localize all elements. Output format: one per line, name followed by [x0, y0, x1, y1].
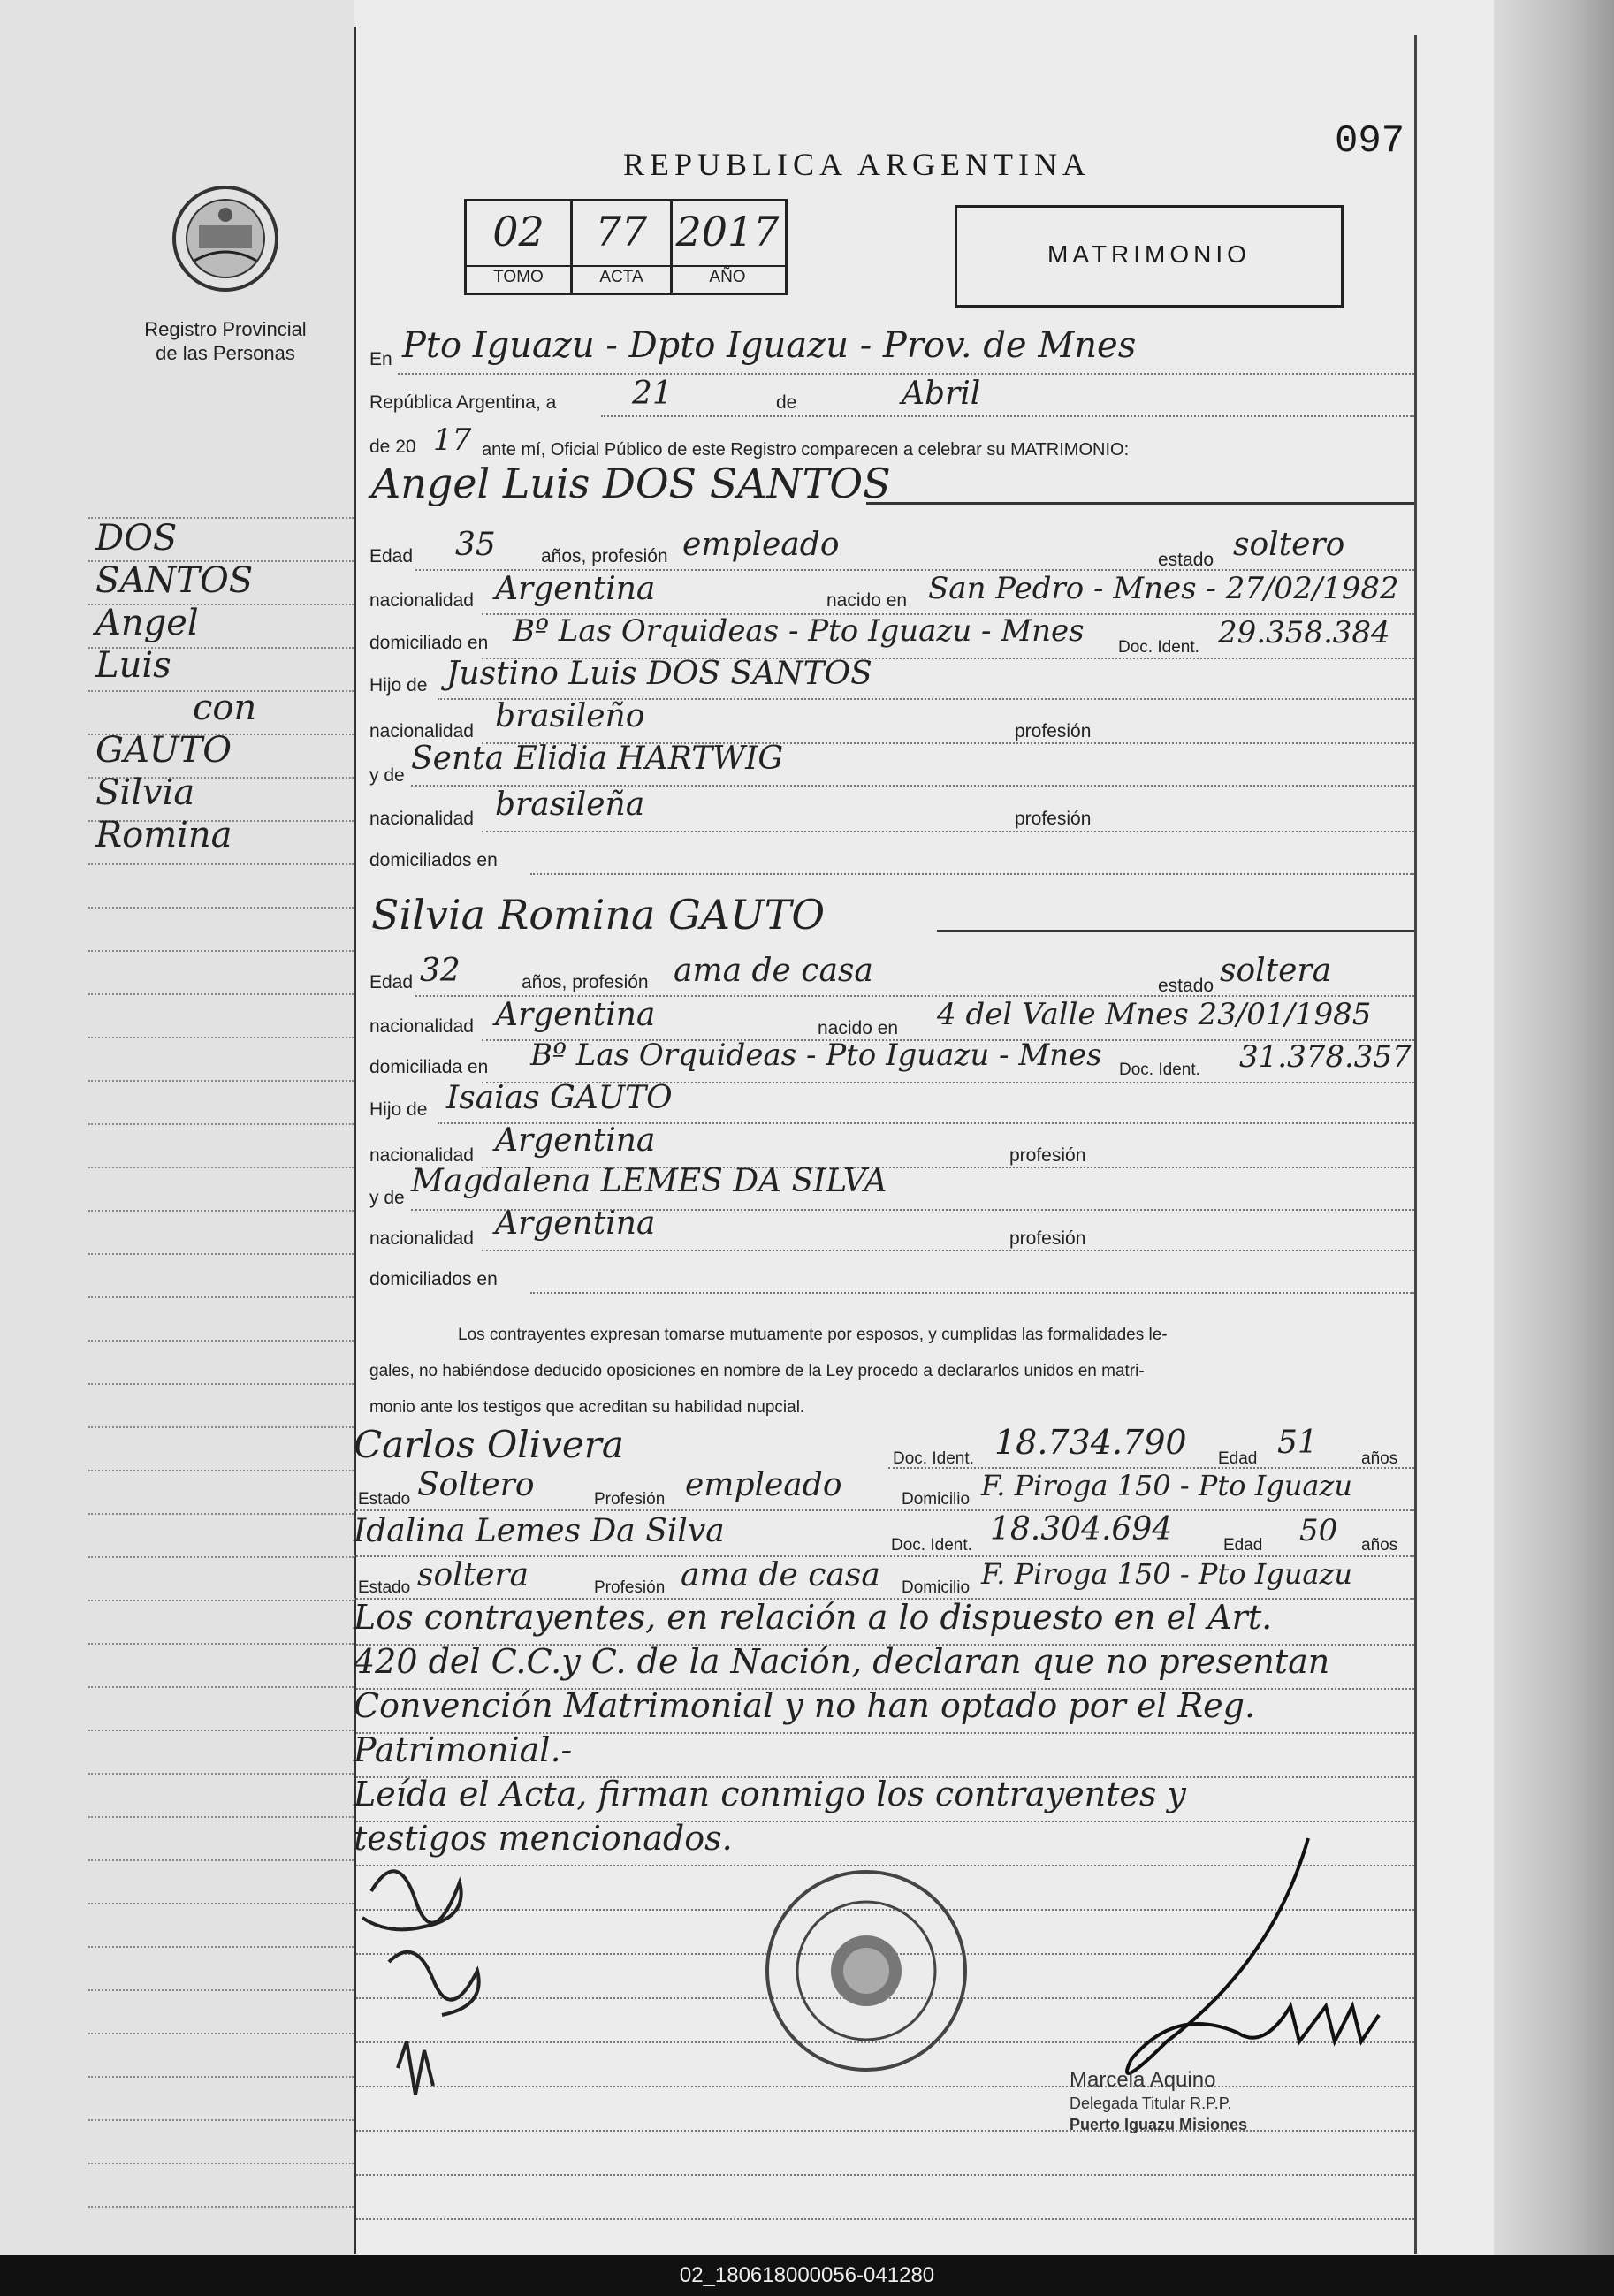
- spouse2-anos-label: años, profesión: [522, 972, 649, 992]
- spouse1-doc-label: Doc. Ident.: [1118, 638, 1199, 657]
- spouse2-padre: Isaias GAUTO: [446, 1080, 673, 1116]
- spouse2-yde-label: y de: [369, 1188, 405, 1208]
- day-value: 21: [632, 376, 673, 412]
- official-name: Marcela Aquino: [1070, 2068, 1216, 2092]
- document-id-footer: 02_180618000056-041280: [0, 2255, 1614, 2296]
- left-ruled-line: [88, 1556, 354, 1558]
- left-ruled-line: [88, 2033, 354, 2034]
- official-stamp-icon: [760, 1865, 972, 2077]
- spouse1-madre: Senta Elidia HARTWIG: [411, 741, 784, 777]
- spouse1-padre-nac: brasileño: [495, 698, 645, 734]
- type-label: MATRIMONIO: [1047, 240, 1251, 268]
- page-edge-shadow: [1494, 0, 1614, 2255]
- witness2-profesion: ama de casa: [681, 1557, 880, 1593]
- right-ruled-line: [356, 1776, 1414, 1778]
- declaration-text: [369, 1317, 1408, 1425]
- margin-note-line: DOS SANTOS: [95, 518, 254, 601]
- witness1-profesion: empleado: [685, 1467, 842, 1503]
- spouse2-padre-nac-label: nacionalidad: [369, 1145, 474, 1166]
- witness2-domicilio: F. Piroga 150 - Pto Iguazu: [981, 1557, 1352, 1591]
- witness2-profesion-label: Profesión: [594, 1578, 666, 1597]
- page-number: 097: [1335, 119, 1405, 163]
- left-ruled-line: [88, 1643, 354, 1645]
- left-ruled-line: [88, 2163, 354, 2164]
- spouse1-domiciliados-label: domiciliados en: [369, 850, 498, 871]
- right-ruled-line: [356, 2130, 1414, 2132]
- spouse1-madre-nac-label: nacionalidad: [369, 809, 474, 829]
- margin-note-line: Silvia: [95, 772, 195, 813]
- left-ruled-line: [88, 1730, 354, 1731]
- spouse1-nacido: San Pedro - Mnes - 27/02/1982: [928, 571, 1399, 606]
- witness2-doc-label: Doc. Ident.: [891, 1536, 972, 1555]
- witness1-edad-label: Edad: [1218, 1449, 1258, 1468]
- registry-name-line2: de las Personas: [156, 342, 295, 364]
- left-ruled-line: [88, 2119, 354, 2121]
- left-ruled-line: [88, 1383, 354, 1385]
- year-suffix: 17: [433, 422, 472, 458]
- anio-label: AÑO: [709, 268, 746, 286]
- left-ruled-line: [88, 1167, 354, 1168]
- left-ruled-line: [88, 1123, 354, 1125]
- tomo-label: TOMO: [493, 268, 544, 286]
- left-ruled-line: [88, 863, 354, 865]
- note-line: Convención Matrimonial y no han optado por el Reg.: [354, 1686, 1256, 1725]
- spouse1-dom-label: domiciliado en: [369, 633, 489, 653]
- note-line: testigos mencionados.: [354, 1819, 733, 1858]
- spouse1-estado-label: estado: [1158, 550, 1214, 570]
- spouse1-edad: 35: [455, 527, 496, 563]
- left-ruled-line: [88, 950, 354, 952]
- spouse1-edad-label: Edad: [369, 546, 414, 566]
- country-title: REPUBLICA ARGENTINA: [623, 147, 1092, 182]
- spouse2-padre-nac: Argentina: [495, 1122, 656, 1159]
- right-ruled-line: [356, 2218, 1414, 2220]
- spouse1-estado: soltero: [1233, 527, 1345, 563]
- left-ruled-line: [88, 1426, 354, 1428]
- spouse1-padre-prof-label: profesión: [1015, 721, 1092, 741]
- spouse1-profesion: empleado: [682, 527, 840, 563]
- acta-value: 77: [595, 208, 648, 255]
- margin-note: [95, 517, 343, 856]
- left-ruled-line: [88, 907, 354, 909]
- note-line: Leída el Acta, firman conmigo los contrayentes y: [354, 1775, 1186, 1813]
- spouse1-madre-nac: brasileña: [495, 787, 645, 823]
- intro-statement: ante mí, Oficial Público de este Registro comparecen a celebrar su MATRIMONIO:: [482, 440, 1130, 460]
- spouse2-madre-prof-label: profesión: [1009, 1228, 1086, 1249]
- left-ruled-line: [88, 1210, 354, 1212]
- left-ruled-line: [88, 1686, 354, 1688]
- right-ruled-line: [356, 2174, 1414, 2176]
- witness1-anos-label: años: [1361, 1449, 1398, 1468]
- witness1-edad: 51: [1277, 1425, 1318, 1461]
- spouse2-hijo-label: Hijo de: [369, 1099, 428, 1120]
- witness1-domicilio-label: Domicilio: [902, 1490, 971, 1509]
- left-ruled-line: [88, 1253, 354, 1255]
- note-line: 420 del C.C.y C. de la Nación, declaran que no presentan: [354, 1642, 1330, 1681]
- spouse2-estado: soltera: [1220, 953, 1332, 989]
- spouse1-domicilio: Bº Las Orquideas - Pto Iguazu - Mnes: [513, 613, 1085, 649]
- spouse1-madre-prof-label: profesión: [1015, 809, 1092, 829]
- spouse2-edad-label: Edad: [369, 972, 414, 992]
- witness1-doc-label: Doc. Ident.: [893, 1449, 974, 1468]
- spouse2-doc-label: Doc. Ident.: [1119, 1061, 1200, 1079]
- left-ruled-line: [88, 1989, 354, 1991]
- year-prefix: de 20: [369, 437, 416, 457]
- witness2-estado: soltera: [417, 1557, 529, 1593]
- witness2-domicilio-label: Domicilio: [902, 1578, 971, 1597]
- registry-name-line1: Registro Provincial: [144, 318, 307, 340]
- spouse2-madre: Magdalena LEMES DA SILVA: [411, 1163, 887, 1199]
- spouse2-edad: 32: [420, 953, 461, 989]
- official-title: Delegada Titular R.P.P.: [1070, 2095, 1232, 2112]
- declaration-line: Los contrayentes expresan tomarse mutuamente por esposos, y cumplidas las formalidades le-: [458, 1326, 1168, 1344]
- left-ruled-line: [88, 2076, 354, 2078]
- right-ruled-line: [356, 1644, 1414, 1646]
- left-ruled-line: [88, 1037, 354, 1038]
- place-value: Pto Iguazu - Dpto Iguazu - Prov. de Mnes: [402, 325, 1137, 366]
- spouse2-domicilio: Bº Las Orquideas - Pto Iguazu - Mnes: [530, 1038, 1102, 1073]
- spouse2-doc: 31.378.357: [1239, 1039, 1412, 1075]
- spouse1-padre-nac-label: nacionalidad: [369, 721, 474, 741]
- spouse2-dom-label: domiciliada en: [369, 1057, 489, 1077]
- spouse2-name: Silvia Romina GAUTO: [371, 891, 826, 939]
- spouse2-domiciliados-label: domiciliados en: [369, 1269, 498, 1289]
- spouse2-padre-prof-label: profesión: [1009, 1145, 1086, 1166]
- misiones-seal-icon: [159, 181, 292, 296]
- spouse2-nacido-label: nacido en: [818, 1018, 899, 1038]
- note-line: Los contrayentes, en relación a lo dispuesto en el Art.: [354, 1598, 1273, 1637]
- witness1-estado: Soltero: [417, 1467, 535, 1503]
- spouse1-nacionalidad: Argentina: [495, 571, 656, 607]
- spouse1-hijo-label: Hijo de: [369, 675, 428, 696]
- left-ruled-line: [88, 1903, 354, 1904]
- left-ruled-line: [88, 1296, 354, 1298]
- spouse2-madre-nac-label: nacionalidad: [369, 1228, 474, 1249]
- spouse2-estado-label: estado: [1158, 976, 1214, 996]
- witness2-name: Idalina Lemes Da Silva: [354, 1513, 725, 1549]
- margin-note-line: GAUTO: [95, 730, 232, 771]
- left-ruled-line: [88, 1340, 354, 1342]
- republica-label: República Argentina, a: [369, 392, 557, 413]
- acta-label: ACTA: [599, 268, 643, 286]
- declaration-line: gales, no habiéndose deducido oposiciones en nombre de la Ley procedo a declararlos unidos en matri-: [369, 1362, 1145, 1380]
- spouse2-nacionalidad: Argentina: [495, 997, 656, 1033]
- tomo-value: 02: [492, 208, 544, 255]
- anio-value: 2017: [675, 208, 780, 255]
- spouse1-name: Angel Luis DOS SANTOS: [371, 460, 891, 507]
- margin-note-line: Romina: [95, 815, 232, 855]
- right-ruled-line: [356, 1732, 1414, 1734]
- witness2-anos-label: años: [1361, 1536, 1398, 1555]
- margin-note-line: Luis: [95, 645, 171, 686]
- left-signatures-icon: [336, 1838, 513, 2121]
- right-ruled-line: [356, 1821, 1414, 1822]
- spouse1-yde-label: y de: [369, 765, 405, 786]
- witness1-domicilio: F. Piroga 150 - Pto Iguazu: [981, 1469, 1352, 1502]
- de-label: de: [776, 392, 797, 413]
- spouse1-nac-label: nacionalidad: [369, 590, 474, 611]
- note-line: Patrimonial.-: [354, 1730, 573, 1769]
- spouse1-doc: 29.358.384: [1218, 615, 1390, 650]
- left-ruled-line: [88, 1470, 354, 1471]
- witness1-name: Carlos Olivera: [354, 1423, 624, 1466]
- left-ruled-line: [88, 2206, 354, 2208]
- left-ruled-line: [88, 1946, 354, 1948]
- spouse2-nac-label: nacionalidad: [369, 1016, 474, 1037]
- left-ruled-line: [88, 1513, 354, 1515]
- witness1-doc: 18.734.790: [994, 1423, 1187, 1462]
- spouse2-profesion: ama de casa: [674, 953, 873, 989]
- margin-note-line: Angel: [95, 603, 199, 643]
- official-location: Puerto Iguazu Misiones: [1070, 2116, 1248, 2133]
- left-ruled-line: [88, 1773, 354, 1775]
- spouse1-anos-label: años, profesión: [541, 546, 668, 566]
- witness2-doc: 18.304.694: [990, 1511, 1173, 1547]
- spouse1-nacido-label: nacido en: [826, 590, 908, 611]
- witness1-estado-label: Estado: [358, 1490, 411, 1509]
- witness2-edad: 50: [1299, 1513, 1338, 1548]
- left-ruled-line: [88, 1859, 354, 1861]
- month-value: Abril: [902, 376, 981, 412]
- left-ruled-line: [88, 1080, 354, 1082]
- right-ruled-line: [356, 1688, 1414, 1690]
- spouse2-madre-nac: Argentina: [495, 1205, 656, 1242]
- witness2-edad-label: Edad: [1223, 1536, 1263, 1555]
- declaration-line: monio ante los testigos que acreditan su habilidad nupcial.: [369, 1398, 805, 1417]
- spouse2-nacido: 4 del Valle Mnes 23/01/1985: [937, 997, 1372, 1032]
- left-ruled-line: [88, 1816, 354, 1818]
- spouse1-padre: Justino Luis DOS SANTOS: [446, 656, 872, 692]
- left-ruled-line: [88, 993, 354, 995]
- witness1-profesion-label: Profesión: [594, 1490, 666, 1509]
- margin-note-line: con: [193, 688, 257, 728]
- left-ruled-line: [88, 1600, 354, 1601]
- witness2-estado-label: Estado: [358, 1578, 411, 1597]
- en-label: En: [369, 349, 392, 369]
